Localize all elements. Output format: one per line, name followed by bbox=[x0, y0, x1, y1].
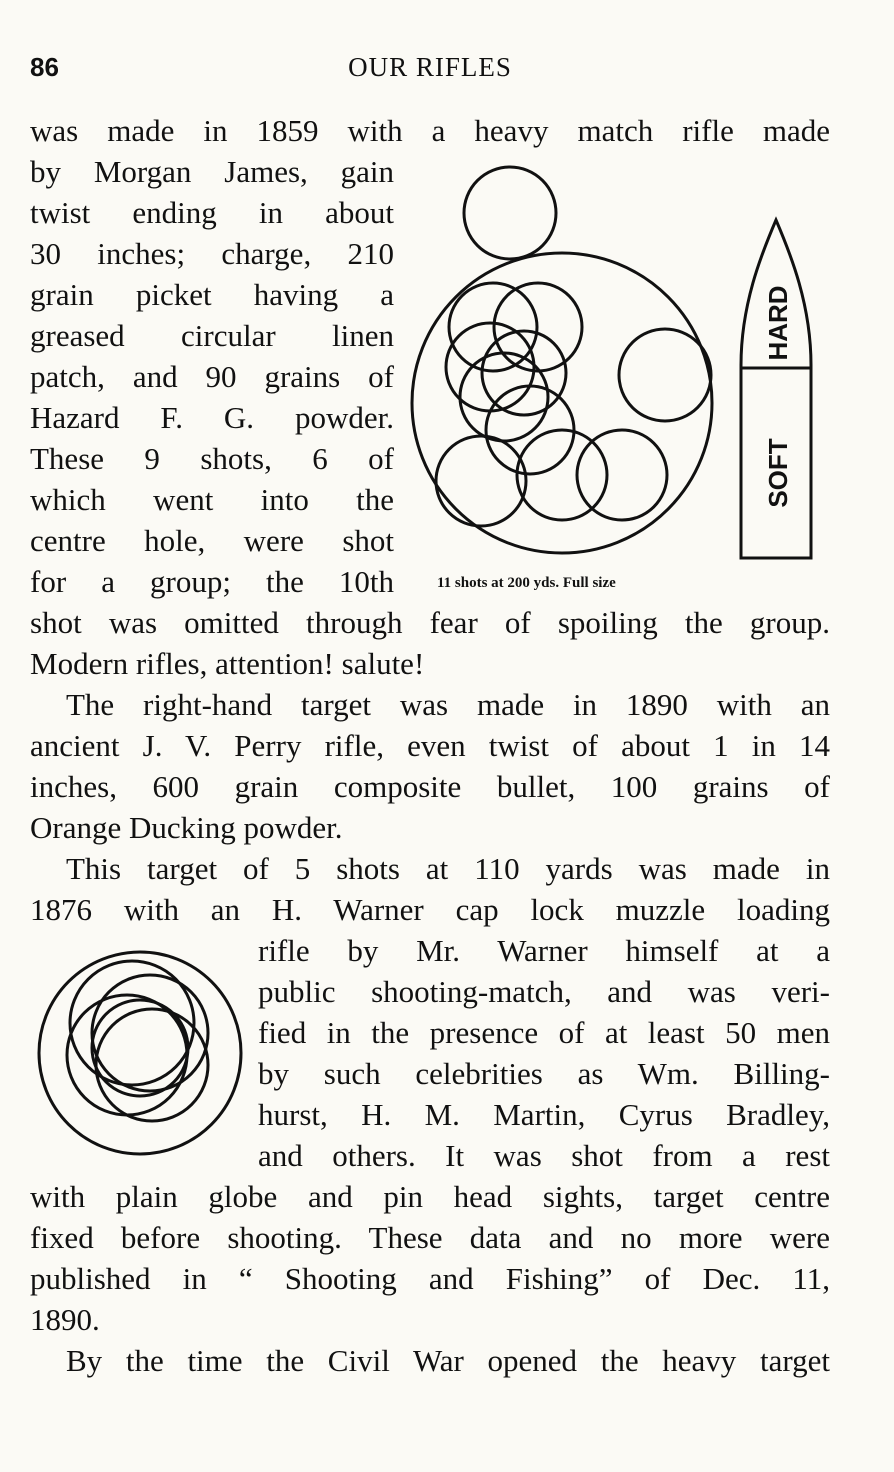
text-line: hurst, H. M. Martin, Cyrus Bradley, bbox=[258, 1097, 830, 1132]
text-line: By the time the Civil War opened the heavy target bbox=[66, 1343, 830, 1378]
text-line: by Morgan James, gain bbox=[30, 154, 394, 189]
text-line: 1890. bbox=[30, 1302, 100, 1337]
running-header bbox=[30, 52, 830, 86]
shot-hole bbox=[92, 1000, 188, 1096]
text-line: twist ending in about bbox=[30, 195, 394, 230]
text-line: which went into the bbox=[30, 482, 394, 517]
text-line: fixed before shooting. These data and no more were bbox=[30, 1220, 830, 1255]
text-line: shot was omitted through fear of spoiling the group. bbox=[30, 605, 830, 640]
text-line: patch, and 90 grains of bbox=[30, 359, 394, 394]
bullet-hard-label: HARD bbox=[763, 285, 793, 361]
text-line: This target of 5 shots at 110 yards was made in bbox=[66, 851, 830, 886]
text-line: centre hole, were shot bbox=[30, 523, 394, 558]
text-line: by such celebrities as Wm. Billing- bbox=[258, 1056, 830, 1091]
bullet-diagram bbox=[735, 215, 825, 565]
text-line: public shooting-match, and was veri- bbox=[258, 974, 830, 1009]
text-line: The right-hand target was made in 1890 with an bbox=[66, 687, 830, 722]
text-line: grain picket having a bbox=[30, 277, 394, 312]
text-line: fied in the presence of at least 50 men bbox=[258, 1015, 830, 1050]
text-line: Hazard F. G. powder. bbox=[30, 400, 394, 435]
page-number: 86 bbox=[30, 52, 59, 82]
shot-hole bbox=[464, 167, 556, 259]
five-shot-target-figure bbox=[32, 945, 248, 1161]
text-line: ancient J. V. Perry rifle, even twist of about 1 in 14 bbox=[30, 728, 830, 763]
shot-hole bbox=[92, 975, 208, 1091]
shot-hole bbox=[460, 353, 548, 441]
target-ring bbox=[412, 253, 712, 553]
target-group-figure bbox=[400, 155, 720, 565]
text-line: greased circular linen bbox=[30, 318, 394, 353]
text-line: rifle by Mr. Warner himself at a bbox=[258, 933, 830, 968]
text-line: for a group; the 10th bbox=[30, 564, 394, 599]
text-line: 1876 with an H. Warner cap lock muzzle loading bbox=[30, 892, 830, 927]
figure-caption: 11 shots at 200 yds. Full size bbox=[437, 575, 616, 591]
text-line: and others. It was shot from a rest bbox=[258, 1138, 830, 1173]
shot-hole bbox=[619, 329, 711, 421]
text-line: was made in 1859 with a heavy match rifle made bbox=[30, 113, 830, 148]
text-line: 30 inches; charge, 210 bbox=[30, 236, 394, 271]
text-line: published in “ Shooting and Fishing” of Dec. 11, bbox=[30, 1261, 830, 1296]
shot-hole bbox=[96, 1009, 208, 1121]
text-line: with plain globe and pin head sights, target centre bbox=[30, 1179, 830, 1214]
text-line: Modern rifles, attention! salute! bbox=[30, 646, 425, 681]
text-line: These 9 shots, 6 of bbox=[30, 441, 394, 476]
target-ring bbox=[39, 952, 241, 1154]
running-title: OUR RIFLES bbox=[348, 52, 512, 82]
bullet-soft-label: SOFT bbox=[763, 438, 793, 508]
text-line: inches, 600 grain composite bullet, 100 grains of bbox=[30, 769, 830, 804]
text-line: Orange Ducking powder. bbox=[30, 810, 343, 845]
shot-hole bbox=[436, 436, 526, 526]
shot-hole bbox=[577, 430, 667, 520]
